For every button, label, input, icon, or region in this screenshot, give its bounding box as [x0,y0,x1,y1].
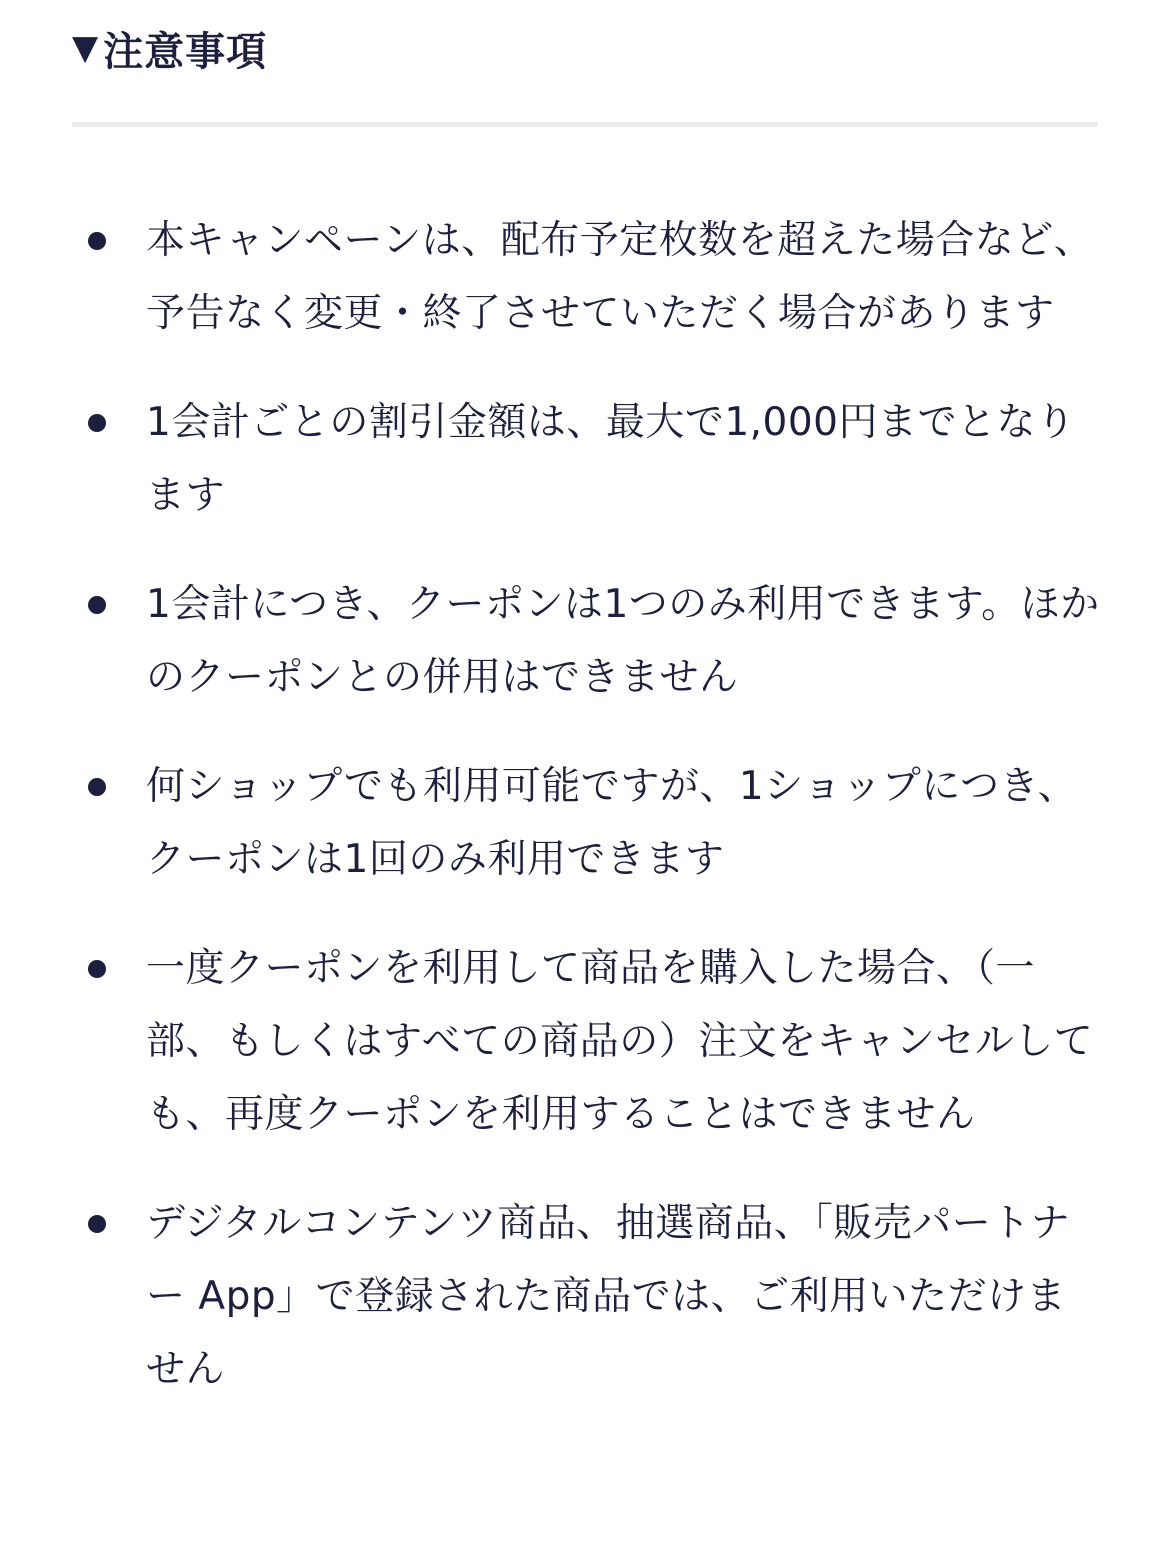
bullet-icon [88,1215,106,1233]
bullet-icon [88,414,106,432]
bullet-icon [88,596,106,614]
list-item-text: 一度クーポンを利用して商品を購入した場合、（一部、もしくはすべての商品の）注文をキャンセルしても、再度クーポンを利用することはできません [146,946,1094,1137]
list-item-text: 何ショップでも利用可能ですが、1ショップにつき、クーポンは1回のみ利用できます [146,764,1078,882]
notice-heading [72,18,267,78]
list-item [0,1187,1170,1406]
notice-title: 注意事項 [103,28,268,75]
divider [72,122,1098,127]
list-item [0,932,1170,1151]
list-item-text: 1会計ごとの割引金額は、最大で1,000円までとなります [146,400,1076,518]
list-item [0,568,1170,714]
bullet-icon [88,960,106,978]
triangle-down-icon: ▼ [72,28,100,68]
list-item [0,204,1170,350]
list-item [0,750,1170,896]
notice-list [0,204,1170,1442]
list-item-text: デジタルコンテンツ商品、抽選商品、「販売パートナー App」で登録された商品では、ご利用いただけません [146,1201,1071,1392]
bullet-icon [88,232,106,250]
list-item-text: 1会計につき、クーポンは1つのみ利用できます。ほかのクーポンとの併用はできません [146,582,1100,700]
list-item [0,386,1170,532]
list-item-text: 本キャンペーンは、配布予定枚数を超えた場合など、予告なく変更・終了させていただく場合があります [146,218,1094,336]
bullet-icon [88,778,106,796]
